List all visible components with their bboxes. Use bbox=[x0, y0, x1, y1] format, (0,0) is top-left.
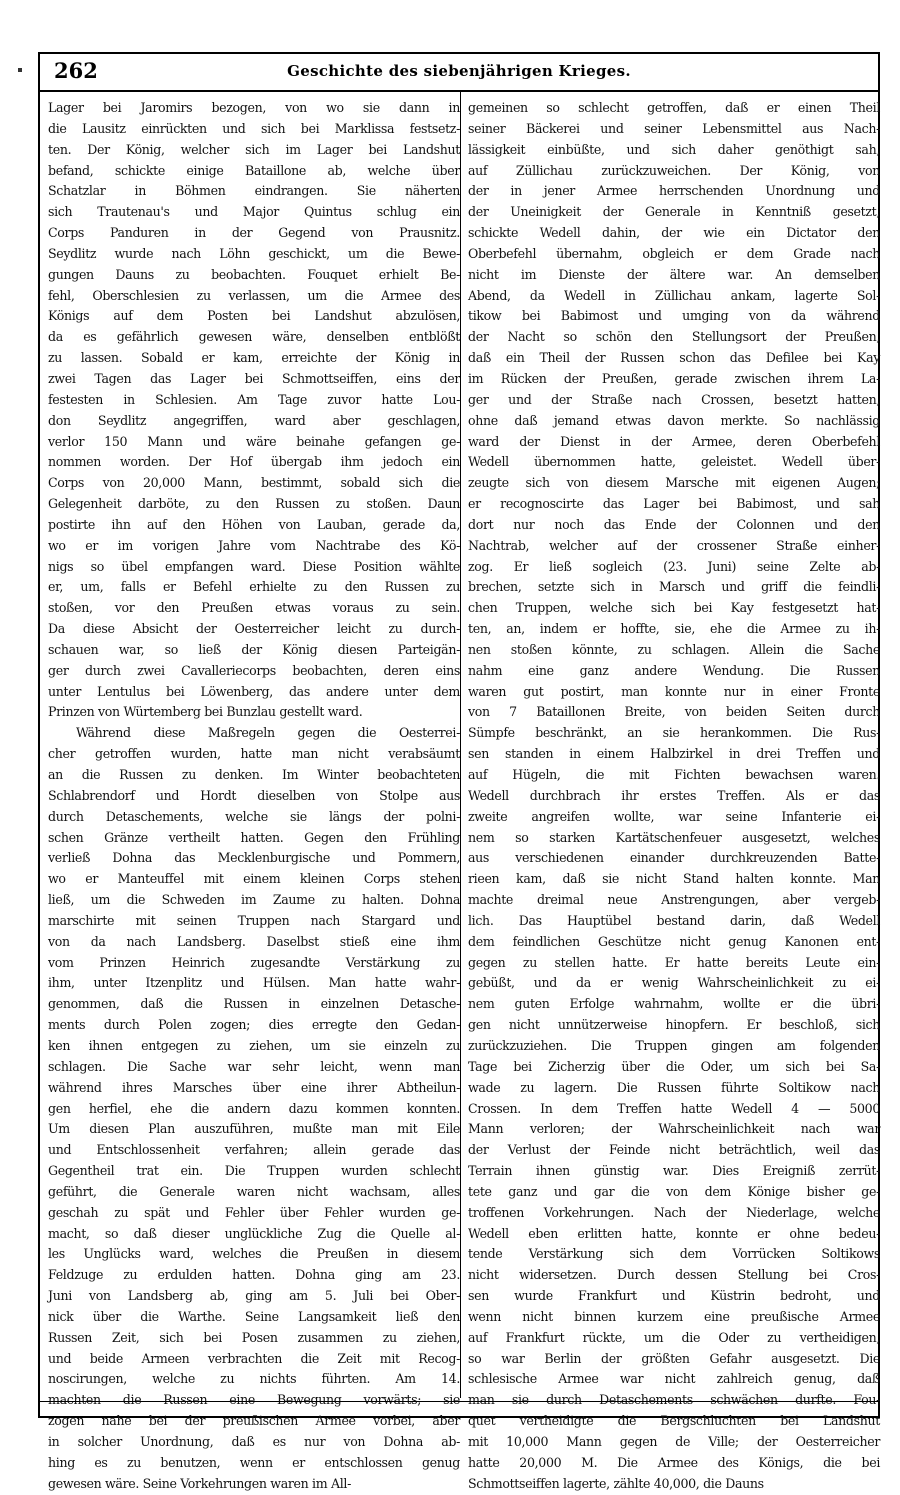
text-line: sen wurde Frankfurt und Küstrin bedroht, und bbox=[468, 1288, 880, 1304]
text-line: aus verschiedenen einander durchkreuzenden Batte- bbox=[468, 850, 880, 866]
text-line: wo er Manteuffel mit einem kleinen Corps stehen bbox=[48, 871, 460, 887]
text-line: Wedell übernommen hatte, geleistet. Wedell über- bbox=[468, 454, 880, 470]
text-line: nommen worden. Der Hof übergab ihm jedoch ein bbox=[48, 454, 460, 470]
text-line: rieen kam, daß sie nicht Stand halten konnte. Man bbox=[468, 871, 880, 887]
text-line: Crossen. In dem Treffen hatte Wedell 4 — 5000 bbox=[468, 1100, 880, 1116]
text-line: geführt, die Generale waren nicht wachsam, alles bbox=[48, 1183, 460, 1199]
text-line: ihm, unter Itzenplitz und Hülsen. Man hatte wahr- bbox=[48, 975, 460, 991]
text-line: nem so starken Kartätschenfeuer ausgesetzt, welches bbox=[468, 829, 880, 845]
text-line: gegen zu stellen hatte. Er hatte bereits Leute ein- bbox=[468, 954, 880, 970]
text-line: cher getroffen wurden, hatte man nicht verabsäumt bbox=[48, 746, 460, 762]
text-line: nick über die Warthe. Seine Langsamkeit ließ den bbox=[48, 1308, 460, 1324]
text-line: Tage bei Zicherzig über die Oder, um sich bei Sa- bbox=[468, 1058, 880, 1074]
text-line: daß ein Theil der Russen schon das Defilee bei Kay bbox=[468, 350, 880, 366]
text-line: lässigkeit einbüßte, und sich daher genöthigt sah, bbox=[468, 141, 880, 157]
text-line: nicht widersetzen. Durch dessen Stellung bei Cros- bbox=[468, 1267, 880, 1283]
text-line: Wedell eben erlitten hatte, konnte er ohne bedeu- bbox=[468, 1225, 880, 1241]
text-line: zurückzuziehen. Die Truppen gingen am folgenden bbox=[468, 1037, 880, 1053]
text-line: der Verlust der Feinde nicht beträchtlich, weil das bbox=[468, 1142, 880, 1158]
text-line: stoßen, vor den Preußen etwas voraus zu sein. bbox=[48, 600, 460, 616]
page-number: 262 bbox=[54, 58, 98, 83]
text-line: die Lausitz einrückten und sich bei Marklissa festsetz- bbox=[48, 120, 460, 136]
text-line: macht, so daß dieser unglückliche Zug die Quelle al- bbox=[48, 1225, 460, 1241]
text-line: Königs auf dem Posten bei Landshut abzulösen, bbox=[48, 308, 460, 324]
text-line: nicht im Dienste der ältere war. An demselben bbox=[468, 266, 880, 282]
running-title: Geschichte des siebenjährigen Krieges. bbox=[287, 62, 631, 80]
text-line: hatte 20,000 M. Die Armee des Königs, die bei bbox=[468, 1454, 880, 1470]
text-line: noscirungen, welche zu nichts führten. Am 14. bbox=[48, 1371, 460, 1387]
text-line: quet vertheidigte die Bergschluchten bei Landshut bbox=[468, 1413, 880, 1429]
text-line: hing es zu benutzen, wenn er entschlossen genug bbox=[48, 1454, 460, 1470]
text-line: don Seydlitz angegriffen, ward aber geschlagen, bbox=[48, 412, 460, 428]
text-line: da es gefährlich gewesen wäre, denselben entblößt bbox=[48, 329, 460, 345]
text-line: tikow bei Babimost und umging von da während bbox=[468, 308, 880, 324]
text-line: schlesische Armee war nicht zahlreich genug, daß bbox=[468, 1371, 880, 1387]
text-line: Corps Panduren in der Gegend von Prausnitz. bbox=[48, 225, 460, 241]
text-line: ten, an, indem er hoffte, sie, ehe die Armee zu ih- bbox=[468, 621, 880, 637]
text-line: ließ, um die Schweden im Zaume zu halten. Dohna bbox=[48, 892, 460, 908]
text-line: der Nacht so schön den Stellungsort der Preußen, bbox=[468, 329, 880, 345]
text-line: brechen, setzte sich in Marsch und griff die feindli- bbox=[468, 579, 880, 595]
text-line: waren gut postirt, man konnte nur in einer Fronte bbox=[468, 683, 880, 699]
text-line: sich Trautenau's und Major Quintus schlug ein bbox=[48, 204, 460, 220]
text-line: nen stoßen könnte, zu schlagen. Allein die Sache bbox=[468, 641, 880, 657]
text-line: von 7 Bataillonen Breite, von beiden Seiten durch bbox=[468, 704, 880, 720]
text-line: zwei Tagen das Lager bei Schmottseiffen, eins der bbox=[48, 370, 460, 386]
text-line: im Rücken der Preußen, gerade zwischen ihrem La- bbox=[468, 370, 880, 386]
text-line: Sümpfe beschränkt, an sie herankommen. Die Rus- bbox=[468, 725, 880, 741]
text-line: so war Berlin der größten Gefahr ausgesetzt. Die bbox=[468, 1350, 880, 1366]
text-line: Während diese Maßregeln gegen die Oesterrei- bbox=[76, 725, 460, 741]
text-line: zweite angreifen wollte, war seine Infanterie ei- bbox=[468, 808, 880, 824]
text-line: zog. Er ließ sogleich (23. Juni) seine Zelte ab- bbox=[468, 558, 880, 574]
text-line: befand, schickte einige Bataillone ab, welche über bbox=[48, 162, 460, 178]
text-line: Schmottseiffen lagerte, zählte 40,000, die Dauns bbox=[468, 1475, 764, 1491]
text-line: schauen war, so ließ der König diesen Parteigän- bbox=[48, 641, 460, 657]
text-line: lich. Das Hauptübel bestand darin, daß Wedell bbox=[468, 912, 880, 928]
text-line: zeugte sich von diesem Marsche mit eigenen Augen; bbox=[468, 475, 880, 491]
text-line: auf Hügeln, die mit Fichten bewachsen waren. bbox=[468, 767, 880, 782]
text-line: Gegentheil trat ein. Die Truppen wurden schlecht bbox=[48, 1163, 460, 1179]
text-line: gebüßt, und da er wenig Wahrscheinlichkeit zu ei- bbox=[468, 975, 880, 991]
text-line: Da diese Absicht der Oesterreicher leicht zu durch- bbox=[48, 621, 460, 637]
page-header bbox=[40, 54, 878, 92]
text-line: mit 10,000 Mann gegen de Ville; der Oesterreicher bbox=[468, 1434, 880, 1449]
text-line: Nachtrab, welcher auf der crossener Straße einher- bbox=[468, 537, 880, 553]
text-line: er, um, falls er Befehl erhielte zu den Russen zu bbox=[48, 579, 460, 595]
text-line: gen nicht unnützerweise hinopfern. Er beschloß, sich bbox=[468, 1017, 880, 1033]
text-line: Wedell durchbrach ihr erstes Treffen. Als er das bbox=[468, 787, 880, 803]
text-line: schen Gränze vertheilt hatten. Gegen den Frühling bbox=[48, 829, 460, 845]
text-line: auf Frankfurt rückte, um die Oder zu vertheidigen, bbox=[468, 1329, 880, 1345]
text-line: man sie durch Detaschements schwächen durfte. Fou- bbox=[468, 1392, 880, 1408]
text-line: an die Russen zu denken. Im Winter beobachteten bbox=[48, 767, 460, 782]
text-line: der Uneinigkeit der Generale in Kenntniß gesetzt, bbox=[468, 204, 880, 220]
text-line: wenn nicht binnen kurzem eine preußische Armee bbox=[468, 1308, 880, 1324]
text-line: Mann verloren; der Wahrscheinlichkeit nach war bbox=[468, 1121, 880, 1137]
text-line: dem feindlichen Geschütze nicht genug Kanonen ent- bbox=[468, 933, 880, 949]
scan-speck bbox=[18, 68, 22, 72]
text-line: Gelegenheit darböte, zu den Russen zu stoßen. Daun bbox=[48, 496, 460, 512]
text-line: tete ganz und gar die von dem Könige bisher ge- bbox=[468, 1183, 880, 1199]
text-line: nahm eine ganz andere Wendung. Die Russen bbox=[468, 662, 880, 678]
text-line: er recognoscirte das Lager bei Babimost, und sah bbox=[468, 496, 880, 512]
text-line: ger durch zwei Cavalleriecorps beobachten, deren eins bbox=[48, 662, 460, 678]
text-line: unter Lentulus bei Löwenberg, das andere unter dem bbox=[48, 683, 460, 699]
left-text-column bbox=[48, 98, 460, 1491]
text-line: machte dreimal neue Anstrengungen, aber vergeb- bbox=[468, 892, 880, 908]
text-line: Juni von Landsberg ab, ging am 5. Juli bei Ober- bbox=[48, 1288, 460, 1304]
text-line: während ihres Marsches über eine ihrer Abtheilun- bbox=[48, 1079, 460, 1095]
text-line: Um diesen Plan auszuführen, mußte man mit Eile bbox=[48, 1121, 460, 1137]
text-line: zogen nahe bei der preußischen Armee vorbei, aber bbox=[48, 1413, 460, 1429]
text-line: und Entschlossenheit verfahren; allein gerade das bbox=[48, 1142, 460, 1158]
text-line: verlor 150 Mann und wäre beinahe gefangen ge- bbox=[48, 433, 460, 449]
text-line: von da nach Landsberg. Daselbst stieß eine ihm bbox=[48, 933, 460, 949]
text-line: seiner Bäckerei und seiner Lebensmittel aus Nach- bbox=[468, 120, 880, 136]
text-line: und beide Armeen verbrachten die Zeit mit Recog- bbox=[48, 1350, 460, 1366]
book-page bbox=[38, 52, 880, 1491]
text-line: zu lassen. Sobald er kam, erreichte der König in bbox=[48, 350, 460, 366]
text-line: gen herfiel, ehe die andern dazu kommen konnten. bbox=[48, 1100, 460, 1116]
text-line: ward der Dienst in der Armee, deren Oberbefehl bbox=[468, 433, 880, 449]
text-line: durch Detaschements, welche sie längs der polni- bbox=[48, 808, 460, 824]
text-line: ohne daß jemand etwas davon merkte. So nachlässig bbox=[468, 412, 880, 428]
text-line: genommen, daß die Russen in einzelnen Detasche- bbox=[48, 996, 460, 1012]
text-line: chen Truppen, welche sich bei Kay festgesetzt hat- bbox=[468, 600, 880, 616]
text-line: nem guten Erfolge wahrnahm, wollte er die übri- bbox=[468, 996, 880, 1012]
text-line: ments durch Polen zogen; dies erregte den Gedan- bbox=[48, 1017, 460, 1033]
text-line: Seydlitz wurde nach Löhn geschickt, um die Bewe- bbox=[48, 245, 460, 261]
text-line: verließ Dohna das Mecklenburgische und Pommern, bbox=[48, 850, 460, 866]
text-line: wo er im vorigen Jahre vom Nachtrabe des Kö- bbox=[48, 537, 460, 553]
text-line: fehl, Oberschlesien zu verlassen, um die Armee des bbox=[48, 287, 460, 303]
text-line: auf Züllichau zurückzuweichen. Der König, von bbox=[468, 162, 880, 178]
text-line: Lager bei Jaromirs bezogen, von wo sie dann in bbox=[48, 100, 460, 115]
text-line: ken ihnen entgegen zu ziehen, um sie einzeln zu bbox=[48, 1037, 460, 1053]
text-line: nigs so übel empfangen ward. Diese Position wählte bbox=[48, 558, 460, 574]
text-line: Russen Zeit, sich bei Posen zusammen zu ziehen, bbox=[48, 1329, 460, 1345]
text-line: les Unglücks ward, welches die Preußen in diesem bbox=[48, 1246, 460, 1262]
text-line: gungen Dauns zu beobachten. Fouquet erhielt Be- bbox=[48, 266, 460, 282]
text-line: Feldzuge zu erdulden hatten. Dohna ging am 23. bbox=[48, 1267, 460, 1283]
text-line: festesten in Schlesien. Am Tage zuvor hatte Lou- bbox=[48, 391, 460, 407]
text-line: tende Verstärkung sich dem Vorrücken Soltikows bbox=[468, 1246, 880, 1262]
text-line: marschirte mit seinen Truppen nach Stargard und bbox=[48, 912, 460, 928]
right-text-column bbox=[468, 98, 880, 1491]
text-line: Terrain ihnen günstig war. Dies Ereigniß zerrüt- bbox=[468, 1163, 880, 1179]
text-line: Abend, da Wedell in Züllichau ankam, lagerte Sol- bbox=[468, 287, 880, 303]
text-line: schickte Wedell dahin, der wie ein Dictator den bbox=[468, 225, 880, 241]
text-line: sen standen in einem Halbzirkel in drei Treffen und bbox=[468, 746, 880, 762]
footer-rule bbox=[40, 1401, 878, 1402]
text-line: Schatzlar in Böhmen eindrangen. Sie näherten bbox=[48, 183, 460, 199]
text-line: schlagen. Die Sache war sehr leicht, wenn man bbox=[48, 1058, 460, 1074]
text-line: Oberbefehl übernahm, obgleich er dem Grade nach bbox=[468, 245, 880, 261]
text-line: in solcher Unordnung, daß es nur von Dohna ab- bbox=[48, 1434, 460, 1449]
text-line: gewesen wäre. Seine Vorkehrungen waren im All- bbox=[48, 1475, 351, 1491]
column-divider bbox=[460, 92, 461, 1398]
text-line: Corps von 20,000 Mann, bestimmt, sobald sich die bbox=[48, 475, 460, 491]
text-line: Prinzen von Würtemberg bei Bunzlau gestellt ward. bbox=[48, 704, 363, 720]
text-line: vom Prinzen Heinrich zugesandte Verstärkung zu bbox=[48, 954, 460, 970]
text-line: geschah zu spät und Fehler über Fehler wurden ge- bbox=[48, 1204, 460, 1220]
text-line: dort nur noch das Ende der Colonnen und den bbox=[468, 516, 880, 532]
text-line: ten. Der König, welcher sich im Lager bei Landshut bbox=[48, 141, 460, 157]
text-line: Schlabrendorf und Hordt dieselben von Stolpe aus bbox=[48, 787, 460, 803]
text-line: der in jener Armee herrschenden Unordnung und bbox=[468, 183, 880, 199]
text-line: ger und der Straße nach Crossen, besetzt hatten, bbox=[468, 391, 880, 407]
text-line: postirte ihn auf den Höhen von Lauban, gerade da, bbox=[48, 516, 460, 532]
text-line: machten die Russen eine Bewegung vorwärts; sie bbox=[48, 1392, 460, 1408]
text-line: troffenen Vorkehrungen. Nach der Niederlage, welche bbox=[468, 1204, 880, 1220]
text-line: gemeinen so schlecht getroffen, daß er einen Theil bbox=[468, 100, 880, 115]
text-line: wade zu lagern. Die Russen führte Soltikow nach bbox=[468, 1079, 880, 1095]
